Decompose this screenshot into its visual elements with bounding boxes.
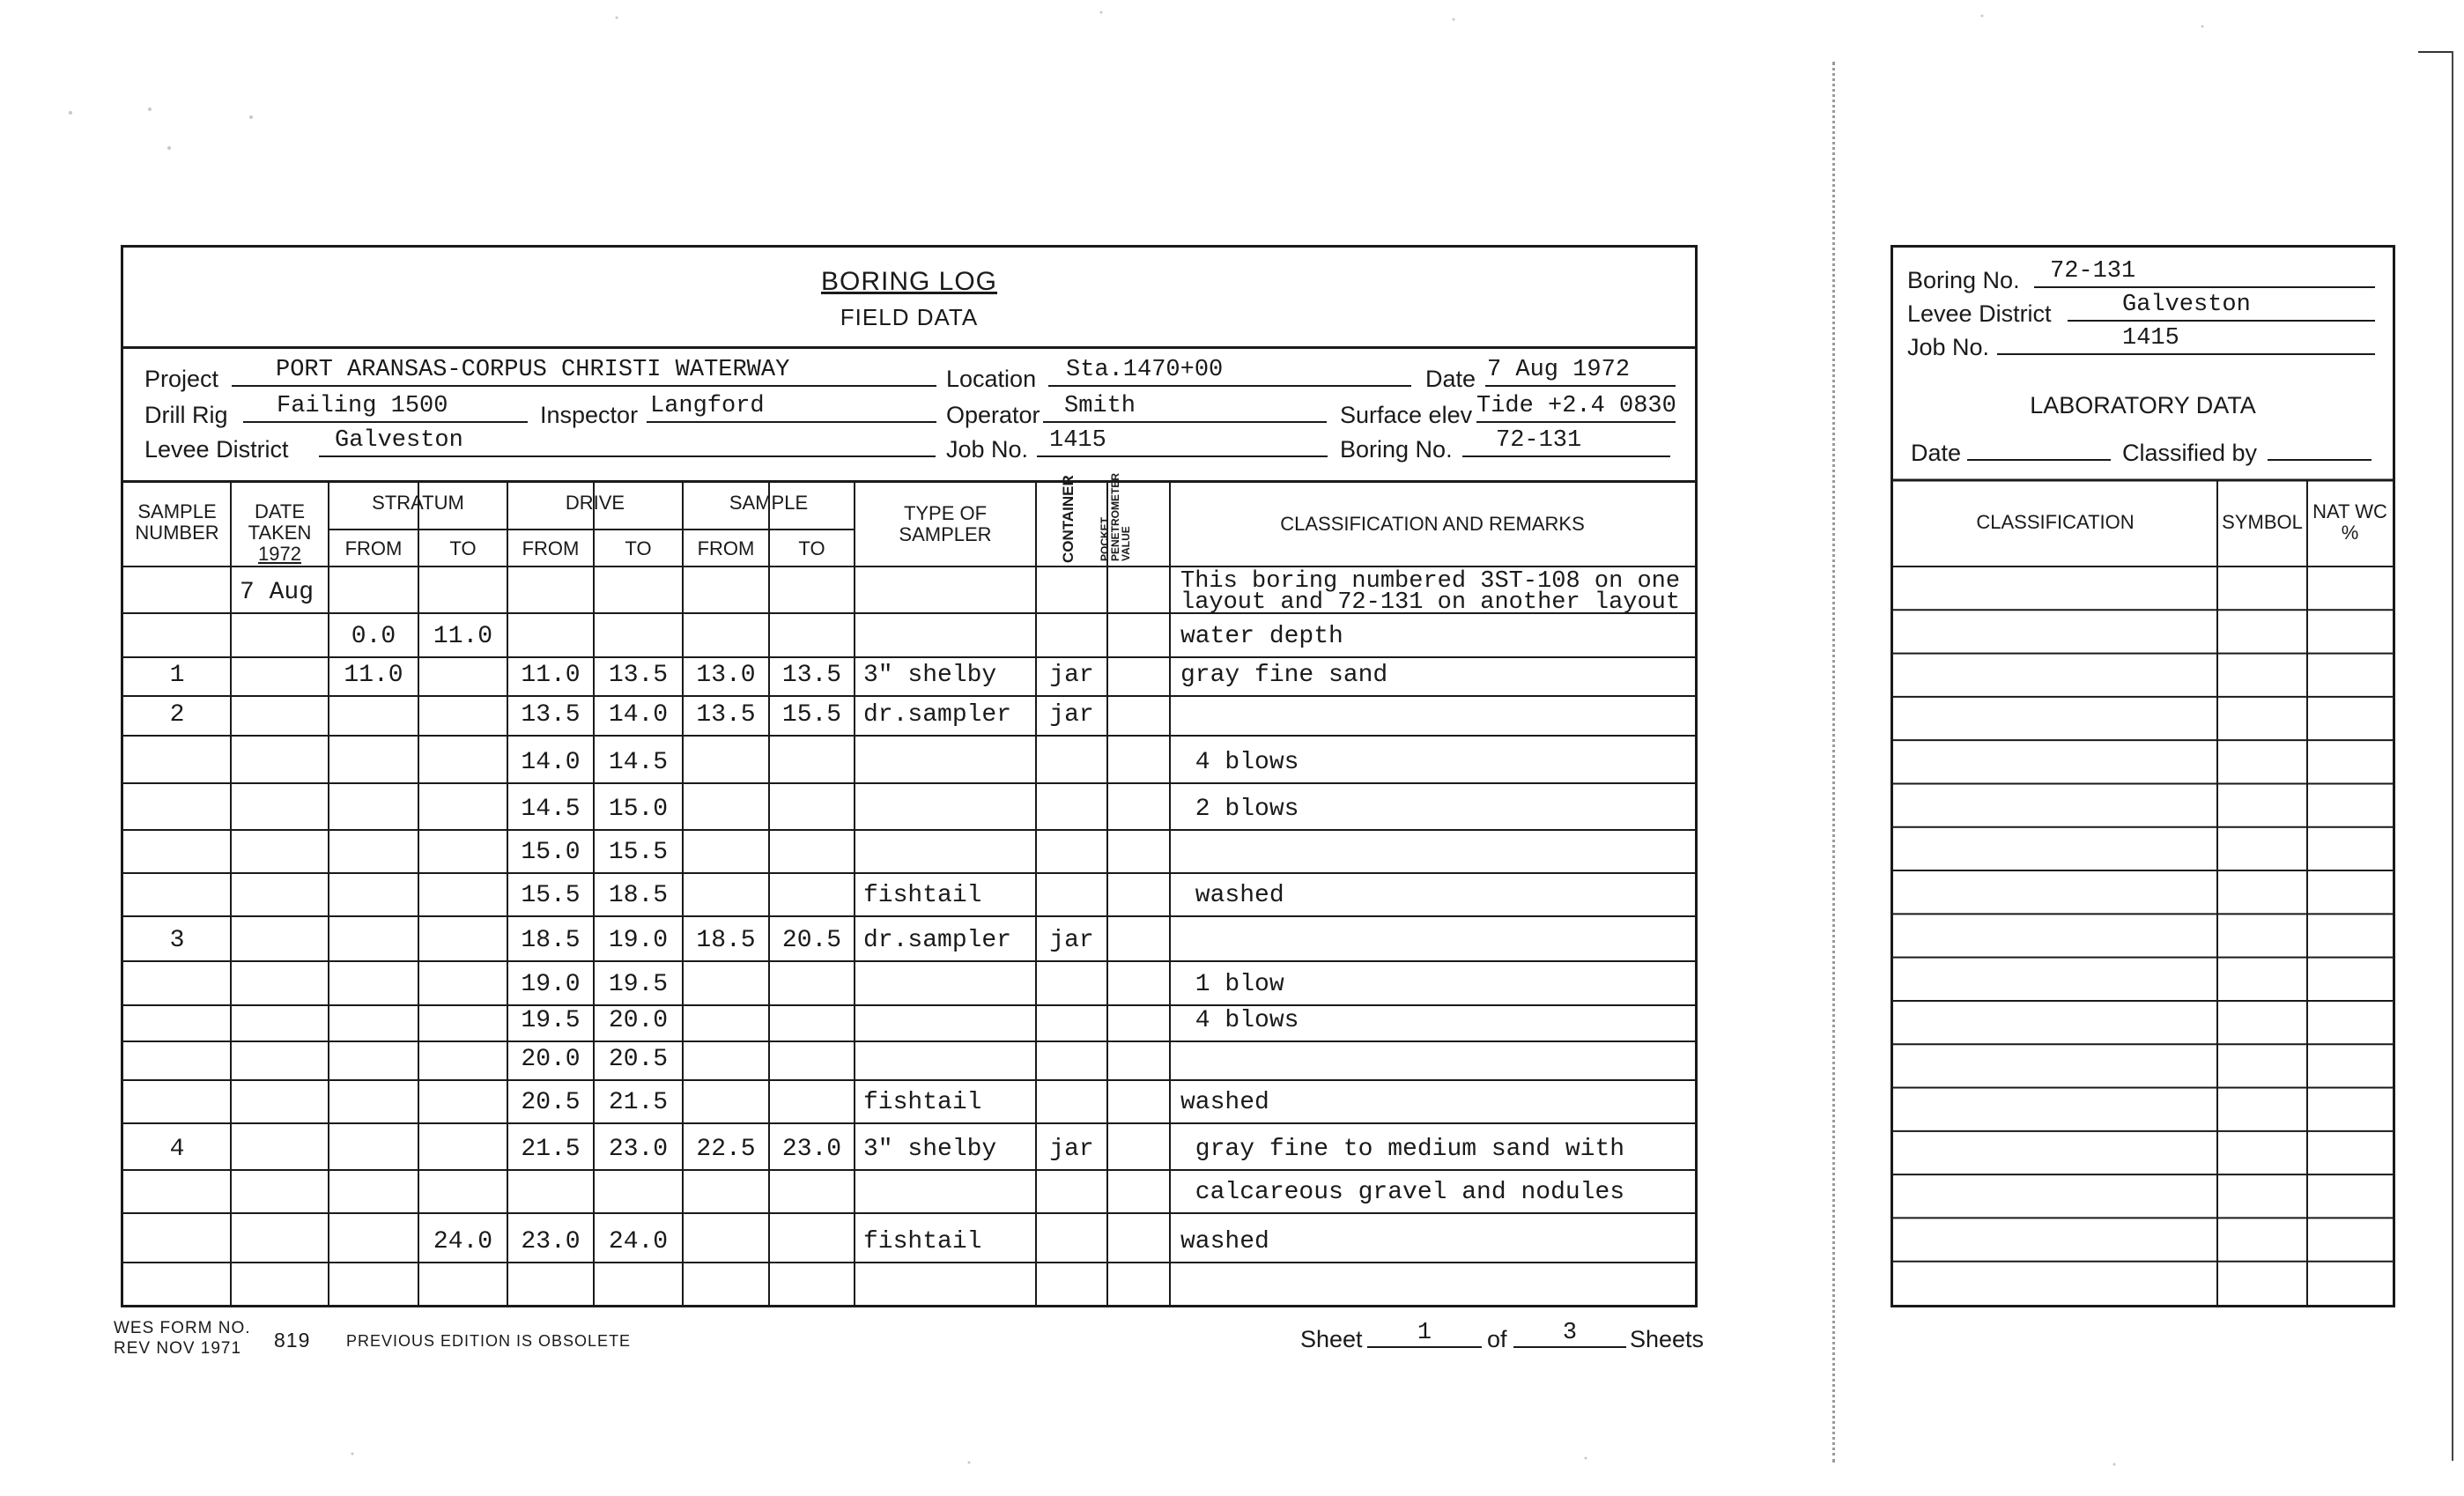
form-title: BORING LOG [820,267,998,296]
lab-col-header-nat-wc [2307,501,2393,544]
header-line: VALUE [1120,526,1132,561]
lab-classified-by-label: Classified by [2122,440,2258,466]
drive-from-cell: 14.0 [521,749,581,776]
drive-from-cell: 21.5 [521,1136,581,1163]
lab-title: LABORATORY DATA [2030,392,2256,418]
remarks-cell: washed [1180,882,1284,909]
lab-job-no-label: Job No. [1907,334,1990,360]
container-cell: jar [1049,1136,1094,1163]
stratum-from-cell: 11.0 [344,662,403,689]
sampler-type-cell: 3" shelby [863,1136,997,1163]
sample-to-cell: 15.5 [781,701,842,729]
col-header-type-of-sampler [855,503,1036,545]
of-label: of [1487,1326,1507,1352]
header-line: NAT WC [2312,500,2387,522]
job-no-field[interactable]: 1415 [1037,427,1328,457]
stratum-from-cell: 0.0 [351,623,396,650]
col-header-drive: DRIVE [565,492,625,514]
lab-levee-district-field[interactable]: Galveston [2068,292,2375,322]
drive-from-cell: 15.5 [521,882,581,909]
surface-elev-label: Surface elev [1340,402,1473,428]
form-number: 819 [274,1329,311,1352]
boring-no-label: Boring No. [1340,436,1453,463]
date-label: Date [1425,366,1476,392]
sampler-type-cell: fishtail [863,1228,982,1255]
sample-to-cell: 13.5 [781,662,842,689]
remarks-cell: washed [1180,1228,1269,1255]
obsolete-notice: PREVIOUS EDITION IS OBSOLETE [346,1332,632,1350]
remarks-cell: calcareous gravel and nodules [1180,1179,1625,1206]
drive-to-cell: 15.5 [608,839,669,866]
drive-to-cell: 19.0 [608,927,669,954]
drive-from-cell: 19.5 [521,1007,581,1034]
sheets-label: Sheets [1630,1326,1705,1352]
drive-to-cell: 20.5 [608,1046,669,1073]
col-header-sample-to: TO [798,537,825,559]
sheet-total-field[interactable]: 3 [1513,1320,1626,1348]
perforation-line [1832,62,1837,1463]
drive-to-cell: 14.0 [608,701,669,729]
col-header-stratum-from: FROM [344,537,403,559]
form-number-line2: REV NOV 1971 [114,1339,242,1358]
remarks-cell: 1 blow [1180,971,1284,998]
drive-from-cell: 13.5 [521,701,581,729]
boring-log-form [121,245,1698,1307]
drive-to-cell: 15.0 [608,796,669,823]
remarks-cell: This boring numbered 3ST-108 on one [1180,568,1681,595]
header-line: SAMPLER [899,523,992,545]
inspector-field[interactable]: Langford [647,393,936,423]
remarks-cell: 2 blows [1180,796,1299,823]
drive-from-cell: 14.5 [521,796,581,823]
boring-no-field[interactable]: 72-131 [1462,427,1670,457]
surface-elev-field[interactable]: Tide +2.4 0830 [1476,393,1676,423]
operator-field[interactable]: Smith [1043,393,1327,423]
header-line: SAMPLE [137,500,217,522]
job-no-label: Job No. [946,436,1029,463]
drive-to-cell: 14.5 [608,749,669,776]
sampler-type-cell: 3" shelby [863,662,997,689]
page-edge [2452,51,2453,1461]
remarks-cell: washed [1180,1089,1269,1116]
header-line: % [2341,522,2359,544]
form-number-line1: WES FORM NO. [114,1319,251,1337]
sampler-type-cell: fishtail [863,882,982,909]
col-header-stratum: STRATUM [372,492,464,514]
lab-job-no-field[interactable]: 1415 [1997,325,2375,355]
drive-from-cell: 11.0 [521,662,581,689]
sample-number-cell: 1 [169,662,185,689]
laboratory-data-form [1891,245,2395,1307]
col-header-container: CONTAINER [1060,475,1077,563]
header-line: DATE [254,500,306,522]
sheet-label: Sheet [1300,1326,1363,1352]
sampler-type-cell: fishtail [863,1089,982,1116]
remarks-cell: layout and 72-131 on another layout [1180,589,1681,616]
date-taken-cell: 7 Aug [240,579,314,606]
col-header-classification-remarks: CLASSIFICATION AND REMARKS [1280,513,1585,535]
project-label: Project [144,366,219,392]
location-label: Location [946,366,1037,392]
drive-from-cell: 15.0 [521,839,581,866]
lab-boring-no-field[interactable]: 72-131 [2034,258,2375,288]
drive-from-cell: 18.5 [521,927,581,954]
laboratory-grid [1893,248,2393,1305]
header-line: PENETROMETER [1109,472,1121,561]
sample-number-cell: 2 [169,701,185,729]
sampler-type-cell: dr.sampler [863,701,1012,729]
header-year: 1972 [258,543,301,565]
header-line: TAKEN [248,522,312,544]
sampler-type-cell: dr.sampler [863,927,1012,954]
operator-label: Operator [946,402,1040,428]
drive-to-cell: 13.5 [608,662,669,689]
date-field[interactable]: 7 Aug 1972 [1485,357,1676,387]
drill-rig-label: Drill Rig [144,402,228,428]
col-header-stratum-to: TO [449,537,477,559]
col-header-drive-to: TO [625,537,652,559]
col-header-date-taken [231,501,329,565]
project-field[interactable]: PORT ARANSAS-CORPUS CHRISTI WATERWAY [232,357,936,387]
remarks-cell: gray fine sand [1180,662,1388,689]
lab-date-label: Date [1911,440,1962,466]
col-header-pocket-penetrometer [1099,473,1131,561]
sample-number-cell: 3 [169,927,185,954]
header-line: TYPE OF [903,502,988,524]
sample-from-cell: 22.5 [696,1136,756,1163]
sample-to-cell: 20.5 [781,927,842,954]
drive-to-cell: 23.0 [608,1136,669,1163]
drive-from-cell: 23.0 [521,1228,581,1255]
drive-to-cell: 18.5 [608,882,669,909]
col-header-sample: SAMPLE [729,492,809,514]
levee-district-label: Levee District [144,436,289,463]
lab-levee-district-label: Levee District [1907,300,2052,327]
remarks-cell: gray fine to medium sand with [1180,1136,1625,1163]
sample-from-cell: 13.0 [696,662,756,689]
container-cell: jar [1049,662,1094,689]
drill-rig-field[interactable]: Failing 1500 [243,393,528,423]
form-subtitle: FIELD DATA [840,304,979,330]
col-header-sample-from: FROM [697,537,755,559]
lab-col-header-symbol: SYMBOL [2222,511,2303,533]
drive-from-cell: 19.0 [521,971,581,998]
lab-boring-no-label: Boring No. [1907,267,2020,293]
drive-to-cell: 20.0 [608,1007,669,1034]
edge-mark [2418,51,2453,53]
levee-district-field[interactable]: Galveston [319,427,936,457]
container-cell: jar [1049,701,1094,729]
sample-number-cell: 4 [169,1136,185,1163]
sample-from-cell: 13.5 [696,701,756,729]
drive-to-cell: 21.5 [608,1089,669,1116]
stratum-to-cell: 11.0 [433,623,493,650]
inspector-label: Inspector [540,402,639,428]
stratum-to-cell: 24.0 [433,1228,493,1255]
lab-col-header-classification: CLASSIFICATION [1976,511,2135,533]
container-cell: jar [1049,927,1094,954]
drive-from-cell: 20.5 [521,1089,581,1116]
col-header-sample-number [123,501,231,544]
drive-from-cell: 20.0 [521,1046,581,1073]
remarks-cell: 4 blows [1180,1007,1299,1034]
header-line: POCKET [1099,516,1111,561]
sample-from-cell: 18.5 [696,927,756,954]
sample-to-cell: 23.0 [781,1136,842,1163]
col-header-drive-from: FROM [522,537,580,559]
header-line: NUMBER [135,522,219,544]
remarks-cell: 4 blows [1180,749,1299,776]
drive-to-cell: 19.5 [608,971,669,998]
sheet-number-field[interactable]: 1 [1367,1320,1482,1348]
remarks-cell: water depth [1180,623,1343,650]
location-field[interactable]: Sta.1470+00 [1048,357,1411,387]
drive-to-cell: 24.0 [608,1228,669,1255]
